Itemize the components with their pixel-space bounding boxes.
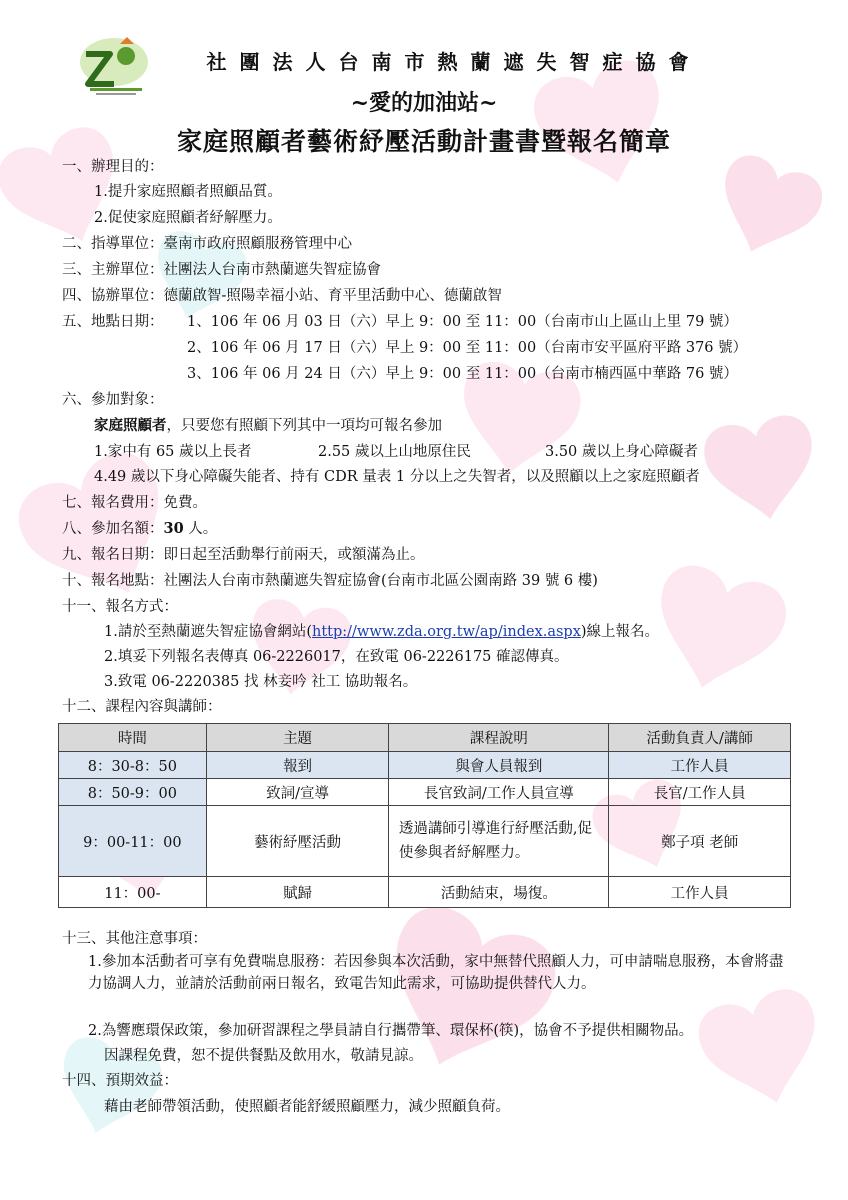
- cell-host: 工作人員: [609, 877, 791, 908]
- section-8-value: 30: [163, 520, 184, 537]
- column-header-host: 活動負責人/講師: [609, 724, 791, 752]
- cell-topic: 藝術紓壓活動: [206, 806, 389, 877]
- cell-host: 工作人員: [609, 752, 791, 779]
- section-14-text: 藉由老師帶領活動，使照顧者能舒緩照顧壓力，減少照顧負荷。: [104, 1099, 510, 1115]
- table-header-row: [59, 724, 791, 752]
- section-6-option: 4.49 歲以下身心障礙失能者、持有 CDR 量表 1 分以上之失智者，以及照顧以上之家庭照顧者: [94, 469, 700, 485]
- section-6-option: 1.家中有 65 歲以上長者: [94, 444, 252, 460]
- cell-host: 鄭子項 老師: [609, 806, 791, 877]
- cell-description: 活動結束，場復。: [389, 877, 609, 908]
- cell-time: 8：30-8：50: [59, 752, 207, 779]
- cell-description: 與會人員報到: [389, 752, 609, 779]
- section-8-label: 八、參加名額：: [62, 521, 164, 537]
- section-1-item: 2.促使家庭照顧者紓解壓力。: [94, 210, 282, 226]
- section-7: 七、報名費用：免費。: [62, 495, 207, 511]
- cell-topic: 報到: [206, 752, 389, 779]
- section-13-label: 十三、其他注意事項：: [62, 931, 207, 947]
- section-8-suffix: 人。: [183, 521, 218, 537]
- section-6-label: 六、參加對象：: [62, 392, 164, 408]
- section-11-item: 3.致電 06-2220385 找 林妾吟 社工 協助報名。: [104, 674, 418, 690]
- section-8: [62, 519, 217, 539]
- cell-description: 長官致詞/工作人員宣導: [389, 779, 609, 806]
- schedule-table: [58, 723, 791, 908]
- cell-description-text: 透過講師引導進行紓壓活動,促使參與者紓解壓力。: [398, 821, 592, 861]
- subtitle: ~愛的加油站~: [350, 90, 498, 116]
- section-13-item: 2.為響應環保政策，參加研習課程之學員請自行攜帶筆、環保杯(筷)，協會不予提供相關物品。: [88, 1023, 694, 1039]
- section-11-item1-post: )線上報名。: [580, 624, 660, 640]
- section-11-item1-pre: 1.請於至熱蘭遮失智症協會網站(: [104, 624, 312, 640]
- section-14-label: 十四、預期效益：: [62, 1073, 178, 1089]
- cell-time: 11：00-: [59, 877, 207, 908]
- section-1-label: 一、辦理目的：: [62, 159, 164, 175]
- section-3: 三、主辦單位：社團法人台南市熱蘭遮失智症協會: [62, 262, 381, 278]
- table-row: [59, 752, 791, 779]
- section-13-item: 1.參加本活動者可享有免費喘息服務：若因參與本次活動，家中無替代照顧人力，可申請喘息服務，本會將盡力協調人力，並請於活動前兩日報名，致電告知此需求，可協助提供替代人力。: [88, 954, 784, 992]
- section-5-item: 3、106 年 06 月 24 日（六）早上 9：00 至 11：00（台南市楠西區中華路 76 號）: [187, 366, 738, 382]
- section-11-item: 2.填妥下列報名表傳真 06-2226017，在致電 06-2226175 確認傳真。: [104, 649, 569, 665]
- section-6-bold: 家庭照顧者: [94, 417, 167, 434]
- column-header-description: 課程說明: [389, 724, 609, 752]
- cell-description: [389, 806, 609, 877]
- section-1-item: 1.提升家庭照顧者照顧品質。: [94, 184, 282, 200]
- section-11-label: 十一、報名方式：: [62, 599, 178, 615]
- org-name: 社團法人台南市熱蘭遮失智症協會: [206, 50, 702, 74]
- section-13-item: 因課程免費，恕不提供餐點及飲用水，敬請見諒。: [104, 1048, 423, 1064]
- section-5-label: 五、地點日期：: [62, 314, 164, 330]
- section-5-item: 2、106 年 06 月 17 日（六）早上 9：00 至 11：00（台南市安平區府平路 376 號）: [187, 340, 748, 356]
- section-2: 二、指導單位：臺南市政府照顧服務管理中心: [62, 236, 352, 252]
- cell-host: 長官/工作人員: [609, 779, 791, 806]
- registration-website-link[interactable]: http://www.zda.org.tw/ap/index.aspx: [312, 624, 581, 640]
- column-header-topic: 主題: [206, 724, 389, 752]
- document-title: 家庭照顧者藝術紓壓活動計畫書暨報名簡章: [176, 127, 671, 156]
- cell-time: 8：50-9：00: [59, 779, 207, 806]
- cell-time: 9：00-11：00: [59, 806, 207, 877]
- table-row: [59, 806, 791, 877]
- section-4: 四、協辦單位：德蘭啟智-照陽幸福小站、育平里活動中心、德蘭啟智: [62, 288, 502, 304]
- section-6-text: ，只要您有照顧下列其中一項均可報名參加: [166, 418, 442, 434]
- cell-topic: 賦歸: [206, 877, 389, 908]
- section-6-option: 2.55 歲以上山地原住民: [318, 444, 471, 460]
- column-header-time: 時間: [59, 724, 207, 752]
- section-6-intro: [94, 416, 442, 436]
- section-9: 九、報名日期：即日起至活動舉行前兩天，或額滿為止。: [62, 547, 425, 563]
- section-6-option: 3.50 歲以上身心障礙者: [545, 444, 698, 460]
- section-12-label: 十二、課程內容與講師：: [62, 699, 222, 715]
- table-row: [59, 779, 791, 806]
- section-11-item: [104, 622, 659, 642]
- table-row: [59, 877, 791, 908]
- section-5-item: 1、106 年 06 月 03 日（六）早上 9：00 至 11：00（台南市山上區山上里 79 號）: [187, 314, 738, 330]
- section-10: 十、報名地點：社團法人台南市熱蘭遮失智症協會(台南市北區公園南路 39 號 6 樓): [62, 573, 598, 589]
- cell-topic: 致詞/宣導: [206, 779, 389, 806]
